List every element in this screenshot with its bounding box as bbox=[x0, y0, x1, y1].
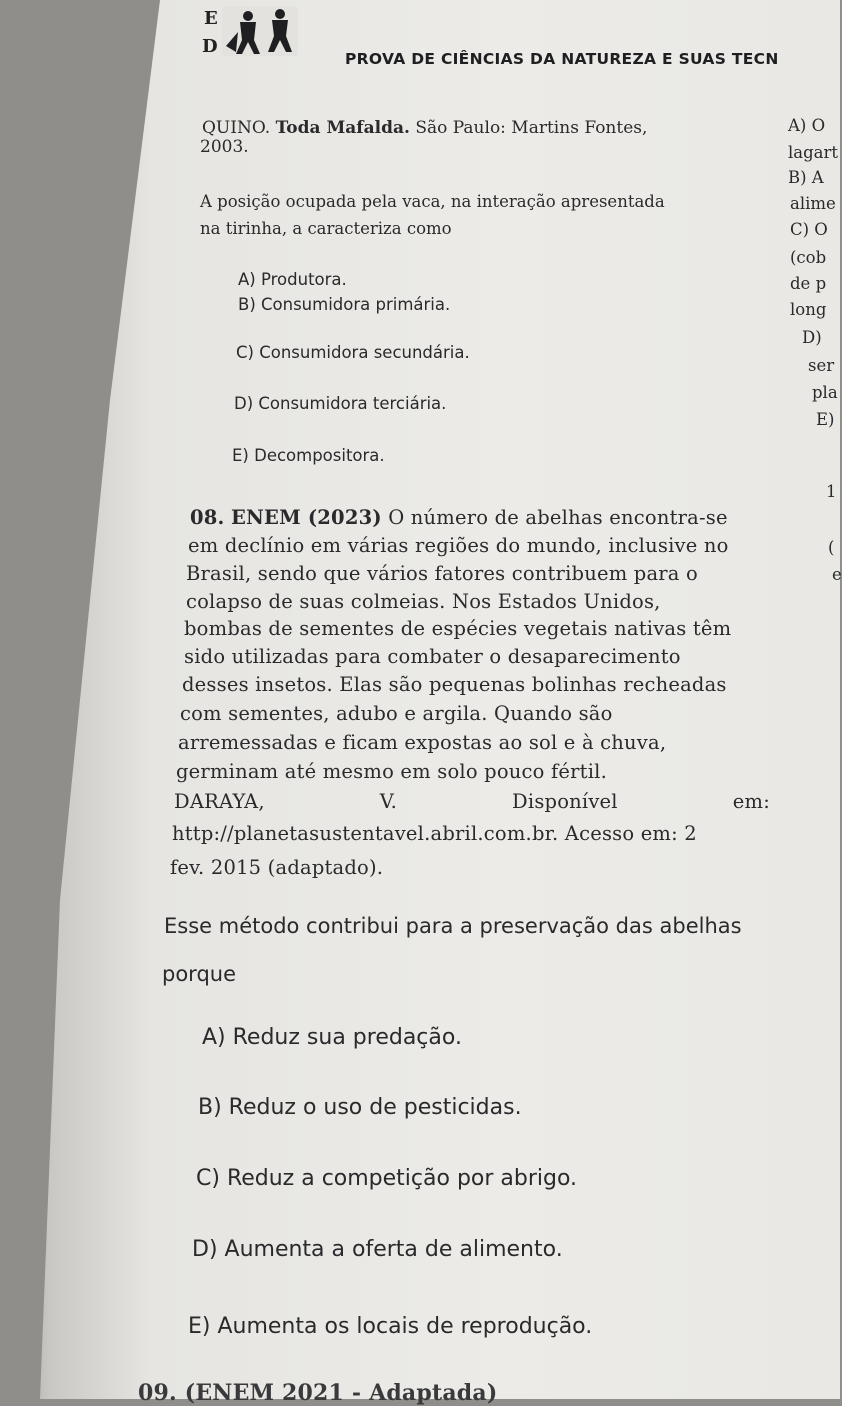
q08-option-e[interactable]: E) Aumenta os locais de reprodução. bbox=[188, 1314, 593, 1339]
school-logo bbox=[196, 2, 306, 60]
q07-source-year: 2003. bbox=[200, 137, 249, 157]
right-col-fragment: D) bbox=[802, 328, 822, 347]
q08-citation-date: fev. 2015 (adaptado). bbox=[170, 856, 384, 879]
q08-text-line: com sementes, adubo e argila. Quando são bbox=[180, 702, 613, 725]
q08-option-c[interactable]: C) Reduz a competição por abrigo. bbox=[196, 1166, 578, 1191]
right-col-fragment: lagart bbox=[788, 143, 839, 162]
citation-word: V. bbox=[379, 790, 398, 813]
logo-letter-d: D bbox=[202, 36, 218, 57]
q08-text-line: sido utilizadas para combater o desaparecimento bbox=[184, 645, 681, 668]
q07-option-b[interactable]: B) Consumidora primária. bbox=[238, 295, 451, 314]
q07-source-author: QUINO. bbox=[202, 118, 271, 138]
q08-option-d[interactable]: D) Aumenta a oferta de alimento. bbox=[192, 1237, 563, 1262]
q08-text-line: arremessadas e ficam expostas ao sol e à chuva, bbox=[178, 731, 667, 754]
q07-stem-line2: na tirinha, a caracteriza como bbox=[200, 219, 452, 238]
right-col-fragment: A) O bbox=[788, 116, 826, 135]
q08-text-line: germinam até mesmo em solo pouco fértil. bbox=[176, 760, 607, 783]
q08-exam-label: ENEM (2023) bbox=[230, 506, 382, 529]
q08-text-line: em declínio em várias regiões do mundo, inclusive no bbox=[188, 534, 729, 557]
right-col-fragment: long bbox=[790, 300, 827, 319]
q08-line1-rest: O número de abelhas encontra-se bbox=[388, 506, 728, 529]
right-col-fragment: 1 bbox=[826, 482, 837, 501]
q08-line-1 bbox=[190, 506, 728, 529]
page-header-title: PROVA DE CIÊNCIAS DA NATUREZA E SUAS TECN bbox=[345, 50, 779, 68]
q07-source-title: Toda Mafalda. bbox=[275, 118, 410, 138]
q07-option-c[interactable]: C) Consumidora secundária. bbox=[236, 343, 470, 362]
citation-word: em: bbox=[732, 790, 770, 813]
citation-word: DARAYA, bbox=[174, 790, 265, 813]
q08-question-line2: porque bbox=[162, 962, 237, 986]
right-col-fragment: ( bbox=[828, 538, 835, 557]
q08-number: 08. bbox=[190, 506, 225, 529]
right-col-fragment: pla bbox=[812, 383, 838, 402]
right-col-fragment: E) bbox=[816, 410, 835, 429]
q08-question-line1: Esse método contribui para a preservação das abelhas bbox=[164, 914, 742, 938]
right-col-fragment: de p bbox=[790, 274, 827, 293]
next-question-header: 09. (ENEM 2021 - Adaptada) bbox=[138, 1380, 498, 1406]
q07-option-d[interactable]: D) Consumidora terciária. bbox=[234, 394, 447, 413]
right-col-fragment: (cob bbox=[790, 248, 827, 267]
right-col-fragment: B) A bbox=[788, 168, 824, 187]
right-col-fragment: e bbox=[832, 565, 842, 584]
q08-text-line: colapso de suas colmeias. Nos Estados Unidos, bbox=[186, 590, 661, 613]
q08-option-b[interactable]: B) Reduz o uso de pesticidas. bbox=[198, 1095, 522, 1120]
q08-text-line: Brasil, sendo que vários fatores contribuem para o bbox=[186, 562, 698, 585]
q08-citation-url: http://planetasustentavel.abril.com.br. Acesso em: 2 bbox=[172, 822, 697, 845]
q08-text-line: desses insetos. Elas são pequenas bolinhas recheadas bbox=[182, 673, 727, 696]
q08-text-line: bombas de sementes de espécies vegetais nativas têm bbox=[184, 617, 732, 640]
logo-letter-e: E bbox=[204, 8, 218, 29]
citation-word: Disponível bbox=[512, 790, 618, 813]
q08-citation-line bbox=[174, 790, 770, 813]
q07-source-rest: São Paulo: Martins Fontes, bbox=[415, 118, 648, 138]
q07-option-a[interactable]: A) Produtora. bbox=[238, 270, 347, 289]
q07-source-line1 bbox=[202, 118, 647, 138]
q08-option-a[interactable]: A) Reduz sua predação. bbox=[202, 1025, 462, 1050]
q07-option-e[interactable]: E) Decompositora. bbox=[232, 446, 385, 465]
right-col-fragment: ser bbox=[808, 356, 835, 375]
q07-stem-line1: A posição ocupada pela vaca, na interação apresentada bbox=[200, 192, 665, 211]
right-col-fragment: C) O bbox=[790, 220, 828, 239]
right-col-fragment: alime bbox=[790, 194, 836, 213]
